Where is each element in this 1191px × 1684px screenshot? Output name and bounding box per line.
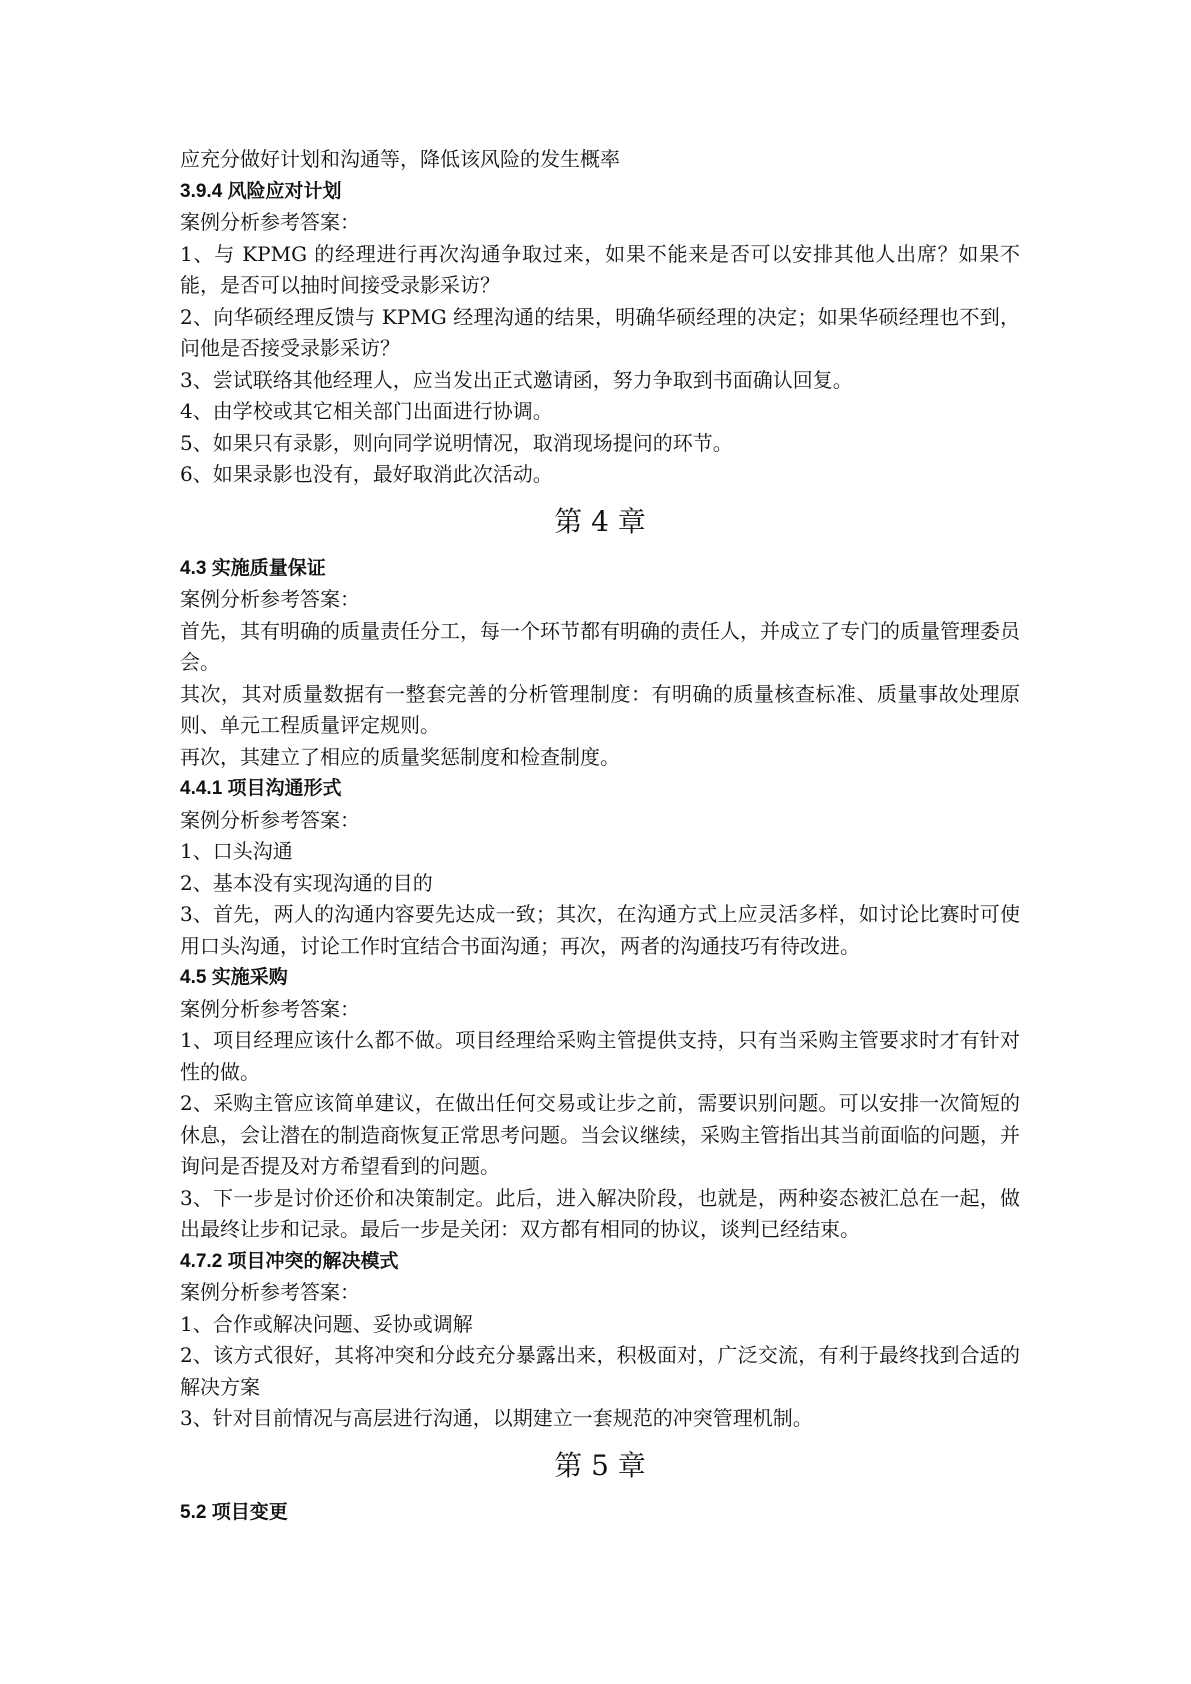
paragraph: 首先，其有明确的质量责任分工，每一个环节都有明确的责任人，并成立了专门的质量管理委员会。	[180, 618, 1020, 674]
list-item: 2、该方式很好，其将冲突和分歧充分暴露出来，积极面对，广泛交流，有利于最终找到合适的解决方案	[180, 1343, 1020, 1399]
list-item: 2、基本没有实现沟通的目的	[180, 870, 433, 895]
chapter-title: 第 4 章	[554, 504, 646, 538]
list-item: 4、由学校或其它相关部门出面进行协调。	[180, 399, 553, 423]
section-heading: 5.2 项目变更	[180, 1501, 288, 1523]
section-heading: 3.9.4 风险应对计划	[180, 180, 342, 202]
list-item: 1、合作或解决问题、妥协或调解	[180, 1311, 473, 1336]
chapter-title: 第 5 章	[554, 1448, 646, 1482]
paragraph: 案例分析参考答案：	[180, 210, 360, 234]
list-item: 1、与 KPMG 的经理进行再次沟通争取过来，如果不能来是否可以安排其他人出席？如果不能，是否可以抽时间接受录影采访？	[180, 241, 1020, 297]
list-item: 1、口头沟通	[180, 839, 293, 863]
paragraph: 案例分析参考答案：	[180, 1280, 360, 1304]
list-item: 2、向华硕经理反馈与 KPMG 经理沟通的结果，明确华硕经理的决定；如果华硕经理也不到，问他是否接受录影采访？	[180, 304, 1020, 360]
section-heading: 4.3 实施质量保证	[180, 557, 326, 579]
paragraph: 案例分析参考答案：	[180, 996, 360, 1021]
section-heading: 4.7.2 项目冲突的解决模式	[180, 1250, 399, 1272]
list-item: 1、项目经理应该什么都不做。项目经理给采购主管提供支持，只有当采购主管要求时才有针对性的做。	[180, 1028, 1020, 1084]
paragraph: 再次，其建立了相应的质量奖惩制度和检查制度。	[180, 744, 620, 769]
document-page	[180, 144, 1020, 1528]
paragraph: 案例分析参考答案：	[180, 807, 360, 832]
paragraph: 案例分析参考答案：	[180, 587, 360, 611]
list-item: 3、首先，两人的沟通内容要先达成一致；其次，在沟通方式上应灵活多样，如讨论比赛时可使用口头沟通，讨论工作时宜结合书面沟通；再次，两者的沟通技巧有待改进。	[180, 902, 1020, 958]
section-heading: 4.5 实施采购	[180, 967, 288, 988]
list-item: 3、下一步是讨价还价和决策制定。此后，进入解决阶段，也就是，两种姿态被汇总在一起，做出最终让步和记录。最后一步是关闭：双方都有相同的协议，谈判已经结束。	[180, 1185, 1020, 1241]
list-item: 2、采购主管应该简单建议，在做出任何交易或让步之前，需要识别问题。可以安排一次简短的休息，会让潜在的制造商恢复正常思考问题。当会议继续，采购主管指出其当前面临的问题，并询问是否提及对方希望看到的问题。	[180, 1091, 1020, 1178]
list-item: 3、针对目前情况与高层进行沟通，以期建立一套规范的冲突管理机制。	[180, 1406, 813, 1430]
paragraph: 应充分做好计划和沟通等，降低该风险的发生概率	[180, 147, 620, 171]
list-item: 6、如果录影也没有，最好取消此次活动。	[180, 462, 553, 486]
list-item: 3、尝试联络其他经理人，应当发出正式邀请函，努力争取到书面确认回复。	[180, 367, 853, 392]
list-item: 5、如果只有录影，则向同学说明情况，取消现场提问的环节。	[180, 430, 733, 455]
paragraph: 其次，其对质量数据有一整套完善的分析管理制度：有明确的质量核查标准、质量事故处理原则、单元工程质量评定规则。	[180, 681, 1020, 737]
section-heading: 4.4.1 项目沟通形式	[180, 778, 342, 799]
